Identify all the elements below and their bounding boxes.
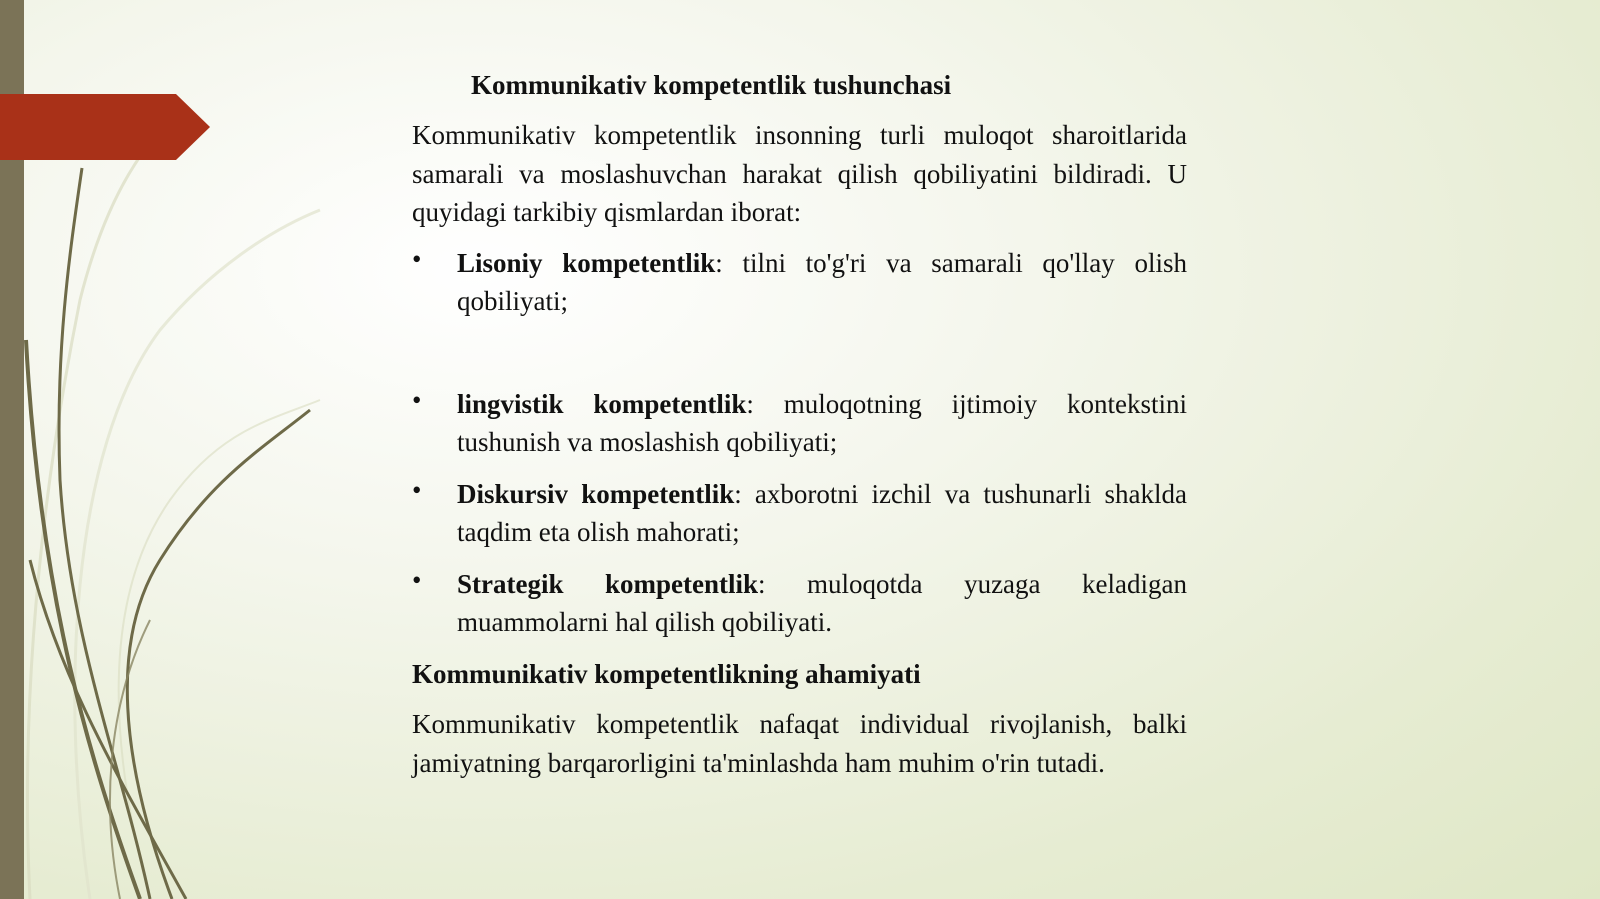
bullet-term: Diskursiv kompetentlik bbox=[457, 478, 735, 509]
bullet-term: lingvistik kompetentlik bbox=[457, 388, 747, 419]
bullet-text: : axborotni izchil va tushunarli shaklda taqdim eta olish mahorati; bbox=[457, 478, 1187, 547]
slide-title: Kommunikativ kompetentlik tushunchasi bbox=[471, 70, 952, 100]
list-item bbox=[412, 475, 1187, 552]
red-arrow-banner bbox=[0, 94, 210, 160]
section-subheading: Kommunikativ kompetentlikning ahamiyati bbox=[412, 658, 921, 689]
closing-paragraph: Kommunikativ kompetentlik nafaqat individual rivojlanish, balki jamiyatning barqarorligini ta'minlashda ham muhim o'rin tutadi. bbox=[412, 709, 1187, 778]
bullet-text: : tilni to'g'ri va samarali qo'llay olish qobiliyati; bbox=[457, 247, 1187, 316]
bullet-icon: • bbox=[412, 243, 422, 274]
list-item bbox=[412, 565, 1187, 642]
bullet-icon: • bbox=[412, 564, 422, 595]
content-area bbox=[412, 66, 1187, 782]
bullet-text: : muloqotning ijtimoiy kontekstini tushunish va moslashish qobiliyati; bbox=[457, 388, 1187, 457]
bullet-term: Strategik kompetentlik bbox=[457, 568, 759, 599]
bullet-icon: • bbox=[412, 384, 422, 415]
list-item bbox=[412, 385, 1187, 462]
bullet-term: Lisoniy kompetentlik bbox=[457, 247, 716, 278]
component-list bbox=[412, 244, 1187, 642]
bullet-icon: • bbox=[412, 474, 422, 505]
bullet-text: : muloqotda yuzaga keladigan muammolarni hal qilish qobiliyati. bbox=[457, 568, 1187, 637]
intro-paragraph: Kommunikativ kompetentlik insonning turli muloqot sharoitlarida samarali va moslashuvchan harakat qilish qobiliyatini bildiradi. U quyidagi tarkibiy qismlardan iborat: bbox=[412, 120, 1187, 227]
list-item bbox=[412, 244, 1187, 321]
